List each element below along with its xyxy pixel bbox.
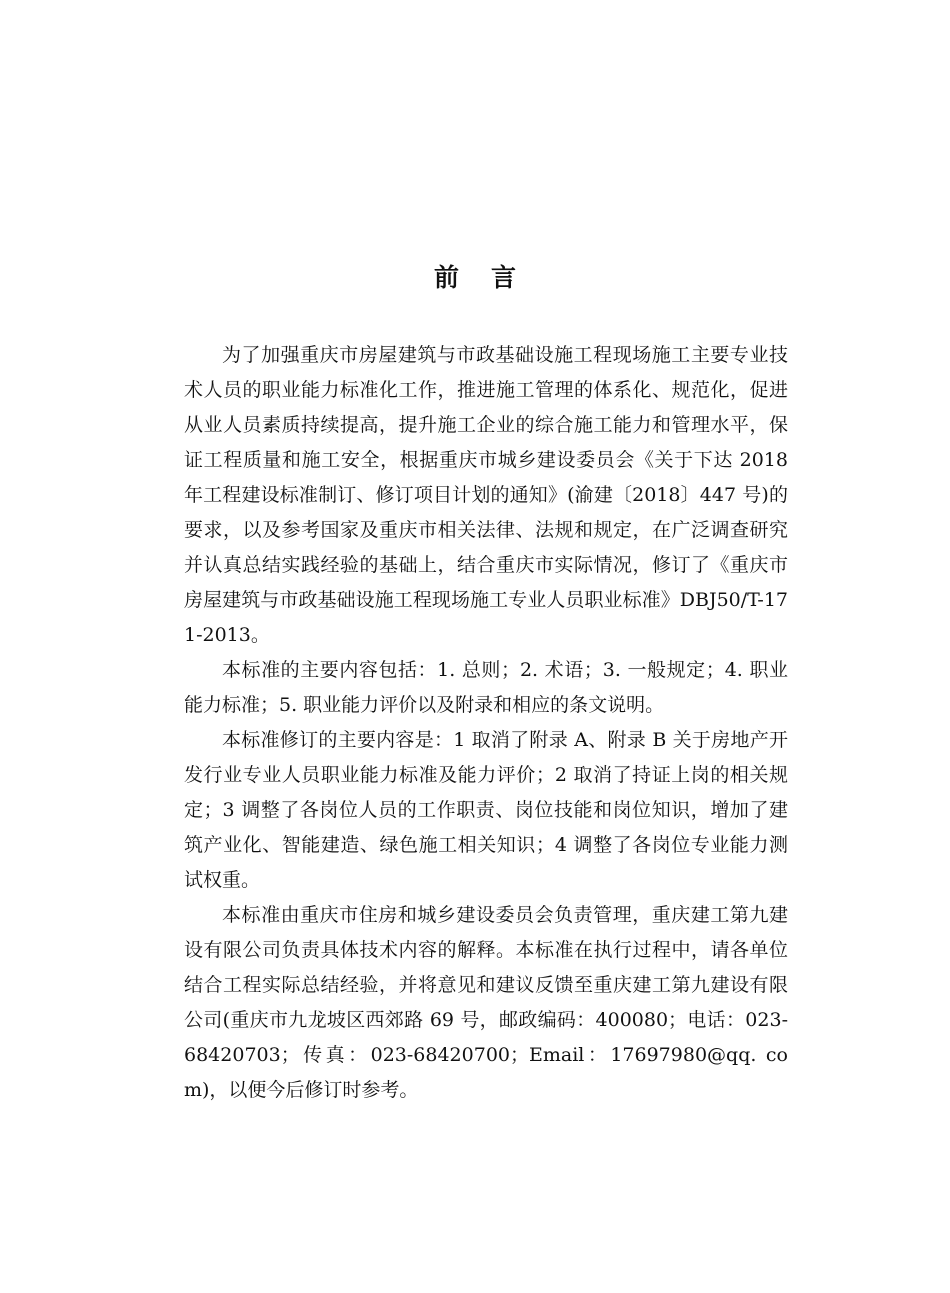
paragraph-revisions: 本标准修订的主要内容是：1 取消了附录 A、附录 B 关于房地产开发行业专业人员职业能力标准及能力评价；2 取消了持证上岗的相关规定；3 调整了各岗位人员的工作职责、岗位技能和岗位知识，增加了建筑产业化、智能建造、绿色施工相关知识；4 调整了各岗位专业能力测试权重。: [184, 729, 788, 891]
paragraph-management: 本标准由重庆市住房和城乡建设委员会负责管理，重庆建工第九建设有限公司负责具体技术内容的解释。本标准在执行过程中，请各单位结合工程实际总结经验，并将意见和建议反馈至重庆建工第九建设有限公司(重庆市九龙坡区西郊路 69 号，邮政编码：400080；电话：023-68420703；传真：023-68420700；Email：17697980@qq. com)，以便今后修订时参考。: [184, 904, 788, 1101]
page-title: [0, 258, 950, 298]
preface-body: [184, 338, 788, 1108]
title-char-2: 言: [491, 263, 517, 292]
paragraph-purpose: 为了加强重庆市房屋建筑与市政基础设施工程现场施工主要专业技术人员的职业能力标准化工作，推进施工管理的体系化、规范化，促进从业人员素质持续提高，提升施工企业的综合施工能力和管理水平，保证工程质量和施工安全，根据重庆市城乡建设委员会《关于下达 2018 年工程建设标准制订、修订项目计划的通知》(渝建〔2018〕447 号)的要求，以及参考国家及重庆市相关法律、法规和规定，在广泛调查研究并认真总结实践经验的基础上，结合重庆市实际情况，修订了《重庆市房屋建筑与市政基础设施工程现场施工专业人员职业标准》DBJ50/T-171-2013。: [184, 344, 788, 646]
title-char-1: 前: [433, 263, 459, 292]
paragraph-contents: 本标准的主要内容包括：1. 总则；2. 术语；3. 一般规定；4. 职业能力标准；5. 职业能力评价以及附录和相应的条文说明。: [184, 659, 788, 716]
